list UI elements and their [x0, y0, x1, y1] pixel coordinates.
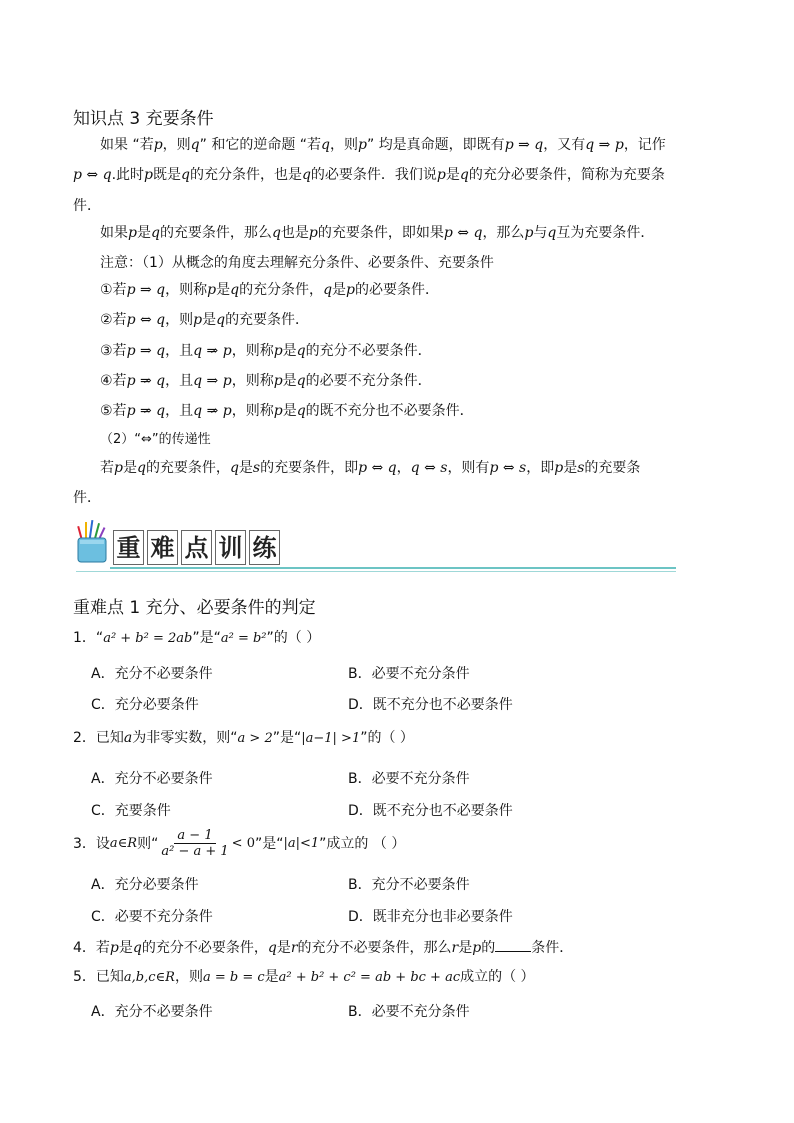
math-q: q — [301, 167, 311, 183]
banner-char: 点 — [181, 530, 212, 565]
text: ，则 — [162, 137, 191, 153]
text: ③若 — [100, 343, 127, 359]
text: ②若 — [100, 312, 127, 328]
question-number: 5． — [73, 969, 96, 985]
math-p: p — [126, 403, 136, 419]
math-p-iff-q: p ⇔ q — [358, 460, 397, 476]
text: 的必要条件．我们说 — [310, 167, 437, 183]
text: 的充分不必要条件． — [305, 343, 432, 359]
text: 是 — [264, 969, 279, 985]
math-p: p — [273, 343, 283, 359]
text: 的充要条件，即如果 — [317, 225, 444, 241]
math-q: q — [229, 460, 239, 476]
math-p: p — [273, 403, 283, 419]
text: 是 — [282, 343, 297, 359]
option-c[interactable]: C．充要条件 — [91, 803, 171, 819]
option-b[interactable]: B．充分不必要条件 — [348, 877, 470, 893]
math-q: q — [296, 373, 306, 389]
text: 条件． — [531, 940, 574, 956]
question-number: 1． — [73, 630, 96, 646]
banner-char: 重 — [113, 530, 144, 565]
math-p: p — [193, 312, 203, 328]
fraction-denominator: a² − a + 1 — [161, 844, 229, 859]
math-q: q — [193, 403, 203, 419]
math-q3-set: a∈R — [109, 836, 138, 851]
math-q: q — [156, 373, 166, 389]
question-1 — [73, 631, 320, 645]
math-q3-fraction — [158, 829, 231, 858]
math-q: q — [190, 137, 200, 153]
math-q-iff-s: q ⇔ s — [410, 460, 448, 476]
not-implies-symbol: ⇒ — [139, 403, 152, 419]
math-q: q — [132, 940, 142, 956]
math-q-implies-p: q ⇒ p — [193, 373, 232, 389]
text: ，且 — [165, 403, 194, 419]
text: 的 — [481, 940, 496, 956]
text: 则“ — [137, 835, 159, 852]
text: 已知 — [95, 730, 124, 746]
mutual-line — [100, 226, 654, 240]
option-a[interactable]: A．充分不必要条件 — [91, 666, 213, 682]
text: ， — [396, 460, 411, 476]
text: 是 — [282, 403, 297, 419]
text: 为非零实数，则“ — [132, 730, 238, 746]
math-p-iff-s: p ⇔ s — [489, 460, 527, 476]
text: ，则 — [165, 312, 194, 328]
text: 已知 — [95, 969, 124, 985]
text: 是 — [276, 940, 291, 956]
math-p: p — [436, 167, 446, 183]
note-item-1 — [100, 283, 439, 297]
math-s: s — [577, 460, 585, 476]
banner-divider — [110, 567, 676, 569]
math-p: p — [273, 373, 283, 389]
text: 也是 — [280, 225, 309, 241]
math-q5-condition: a = b = c — [202, 970, 265, 985]
math-q: q — [150, 225, 160, 241]
math-p: p — [308, 225, 318, 241]
note-item-4 — [100, 374, 432, 388]
pencil-cup-icon — [76, 518, 110, 564]
banner-char: 练 — [249, 530, 280, 565]
text: 的充要条 — [584, 460, 641, 476]
math-p: p — [222, 343, 232, 359]
option-b[interactable]: B．必要不充分条件 — [348, 771, 470, 787]
question-4 — [73, 939, 573, 955]
math-p: p — [126, 373, 136, 389]
option-a[interactable]: A．充分必要条件 — [91, 877, 199, 893]
math-q: q — [459, 167, 469, 183]
text: 是 — [282, 373, 297, 389]
math-q: q — [547, 225, 557, 241]
definition-line-1 — [100, 138, 666, 152]
option-b[interactable]: B．必要不充分条件 — [348, 666, 470, 682]
text: 是 — [216, 282, 231, 298]
math-q: q — [321, 137, 331, 153]
option-a[interactable]: A．充分不必要条件 — [91, 771, 213, 787]
math-p: p — [524, 225, 534, 241]
text: 如果 “若 — [100, 137, 154, 153]
text: ，则称 — [231, 373, 274, 389]
text: 与 — [533, 225, 548, 241]
math-q: q — [296, 403, 306, 419]
fraction-numerator: a − 1 — [174, 829, 215, 844]
math-r: r — [451, 940, 459, 956]
math-q: q — [296, 343, 306, 359]
math-p: p — [222, 403, 232, 419]
math-q: q — [156, 403, 166, 419]
text: 的必要不充分条件． — [305, 373, 432, 389]
math-p: p — [346, 282, 355, 298]
not-implies-symbol: ⇒ — [139, 373, 152, 389]
text: 若 — [100, 460, 114, 476]
banner-char: 难 — [147, 530, 178, 565]
text: ”的（ ） — [266, 630, 321, 646]
option-a[interactable]: A．充分不必要条件 — [91, 1004, 213, 1020]
text: 的充分不必要条件，那么 — [297, 940, 452, 956]
math-p: p — [554, 460, 564, 476]
text: 设 — [95, 835, 110, 852]
text: 是 — [118, 940, 133, 956]
math-q: q — [230, 282, 240, 298]
text: 互为充要条件． — [556, 225, 655, 241]
math-p-implies-q: p ⇒ q — [126, 282, 166, 298]
text: ，则 — [330, 137, 359, 153]
text: 的充分必要条件，简称为充要条 — [468, 167, 665, 183]
math-q3-conclusion: |a|<1 — [283, 836, 320, 851]
banner-char: 训 — [215, 530, 246, 565]
math-a: a — [123, 730, 133, 746]
text: 的充分不必要条件， — [141, 940, 268, 956]
banner-divider-thin — [76, 571, 676, 572]
text: 是 — [445, 167, 460, 183]
question-number: 3． — [73, 835, 96, 852]
math-p: p — [128, 225, 137, 241]
note-item-5 — [100, 404, 474, 418]
math-p: p — [358, 137, 367, 153]
text: ，则有 — [447, 460, 490, 476]
practice-heading: 重难点 1 充分、必要条件的判定 — [73, 598, 316, 618]
math-q: q — [267, 940, 277, 956]
text: ，则称 — [231, 403, 274, 419]
text: ”的（ ） — [360, 730, 414, 746]
math-q3-relation: < 0 — [231, 836, 255, 851]
text: ，记作 — [623, 137, 666, 153]
note-item-3 — [100, 344, 432, 358]
math-q2-conclusion: |a−1| >1 — [301, 731, 361, 746]
text: .此时 — [111, 167, 145, 183]
math-p: p — [109, 940, 119, 956]
text: ”成立的 （ ） — [319, 835, 406, 852]
text: ”是“ — [254, 835, 284, 852]
text: ” 均是真命题，即既有 — [366, 137, 505, 153]
math-p: p — [114, 460, 123, 476]
text: 是 — [202, 312, 217, 328]
text: 的充要条件， — [145, 460, 230, 476]
math-q: q — [323, 282, 333, 298]
text: 既是 — [152, 167, 181, 183]
math-q5-set: a,b,c∈R — [123, 970, 175, 985]
math-q: q — [193, 343, 203, 359]
math-p-iff-q: p ⇔ q — [443, 225, 483, 241]
text: 的既不充分也不必要条件． — [305, 403, 474, 419]
math-p-implies-q: p ⇒ q — [126, 343, 166, 359]
math-p: p — [472, 940, 482, 956]
text: 若 — [95, 940, 110, 956]
math-q1-conclusion: a² = b² — [220, 631, 267, 646]
math-p-iff-q: p ⇔ q — [73, 167, 112, 183]
text: 是 — [458, 940, 473, 956]
text: 的必要条件． — [355, 282, 439, 298]
option-d[interactable]: D．既不充分也不必要条件 — [348, 697, 513, 713]
math-p: p — [207, 282, 217, 298]
math-p-implies-q: p ⇒ q — [504, 137, 544, 153]
text: ④若 — [100, 373, 127, 389]
text: ，即 — [526, 460, 555, 476]
text: 是 — [136, 225, 151, 241]
text: 如果 — [100, 225, 128, 241]
text: ，且 — [165, 373, 194, 389]
question-5 — [73, 970, 535, 984]
text: 是 — [563, 460, 578, 476]
math-q2-condition: a > 2 — [237, 731, 273, 746]
text: ，且 — [165, 343, 194, 359]
text: 成立的（ ） — [460, 969, 535, 985]
text: ，则称 — [165, 282, 208, 298]
text: ①若 — [100, 282, 127, 298]
note-item-2 — [100, 313, 309, 327]
section-heading: 知识点 3 充要条件 — [73, 109, 214, 129]
math-q5-conclusion: a² + b² + c² = ab + bc + ac — [278, 970, 461, 985]
text: “ — [95, 630, 104, 646]
math-r: r — [290, 940, 298, 956]
math-q-implies-p: q ⇒ p — [585, 137, 624, 153]
option-c[interactable]: C．必要不充分条件 — [91, 909, 213, 925]
transitivity-line-1 — [100, 461, 640, 475]
text: ⑤若 — [100, 403, 127, 419]
text: 的充要条件． — [225, 312, 310, 328]
math-q: q — [136, 460, 146, 476]
text: 是 — [238, 460, 253, 476]
math-p: p — [144, 167, 153, 183]
text: 是 — [122, 460, 137, 476]
option-d[interactable]: D．既非充分也非必要条件 — [348, 909, 513, 925]
definition-line-3: 件． — [73, 198, 101, 214]
text: ”是“ — [272, 730, 302, 746]
banner-title — [113, 530, 280, 565]
option-d[interactable]: D．既不充分也不必要条件 — [348, 803, 513, 819]
text: ” 和它的逆命题 “若 — [199, 137, 322, 153]
transitivity-line-2: 件． — [73, 490, 101, 506]
math-q: q — [271, 225, 281, 241]
question-2 — [73, 731, 414, 745]
text: 的充分条件，也是 — [189, 167, 302, 183]
text: 的充要条件，即 — [260, 460, 359, 476]
math-p-iff-q: p ⇔ q — [126, 312, 166, 328]
math-q1-condition: a² + b² = 2ab — [103, 631, 193, 646]
not-implies-symbol: ⇒ — [206, 403, 219, 419]
question-number: 4． — [73, 940, 96, 956]
text: 的充分条件， — [239, 282, 324, 298]
math-q: q — [216, 312, 226, 328]
text: 的充要条件，那么 — [159, 225, 272, 241]
text: ，则称 — [231, 343, 274, 359]
not-implies-symbol: ⇒ — [206, 343, 219, 359]
option-b[interactable]: B．必要不充分条件 — [348, 1004, 470, 1020]
definition-line-2 — [73, 168, 665, 182]
text: ，那么 — [482, 225, 525, 241]
question-3 — [73, 829, 405, 858]
question-number: 2． — [73, 730, 96, 746]
transitivity-heading: （2）“⇔”的传递性 — [100, 432, 211, 447]
text: 是 — [332, 282, 347, 298]
text: ，又有 — [543, 137, 586, 153]
note-heading: 注意：（1）从概念的角度去理解充分条件、必要条件、充要条件 — [100, 255, 494, 271]
math-p: p — [153, 137, 163, 153]
text: ”是“ — [192, 630, 221, 646]
math-q: q — [180, 167, 190, 183]
option-c[interactable]: C．充分必要条件 — [91, 697, 199, 713]
math-s: s — [252, 460, 261, 476]
text: ，则 — [174, 969, 203, 985]
answer-blank[interactable] — [495, 939, 531, 952]
